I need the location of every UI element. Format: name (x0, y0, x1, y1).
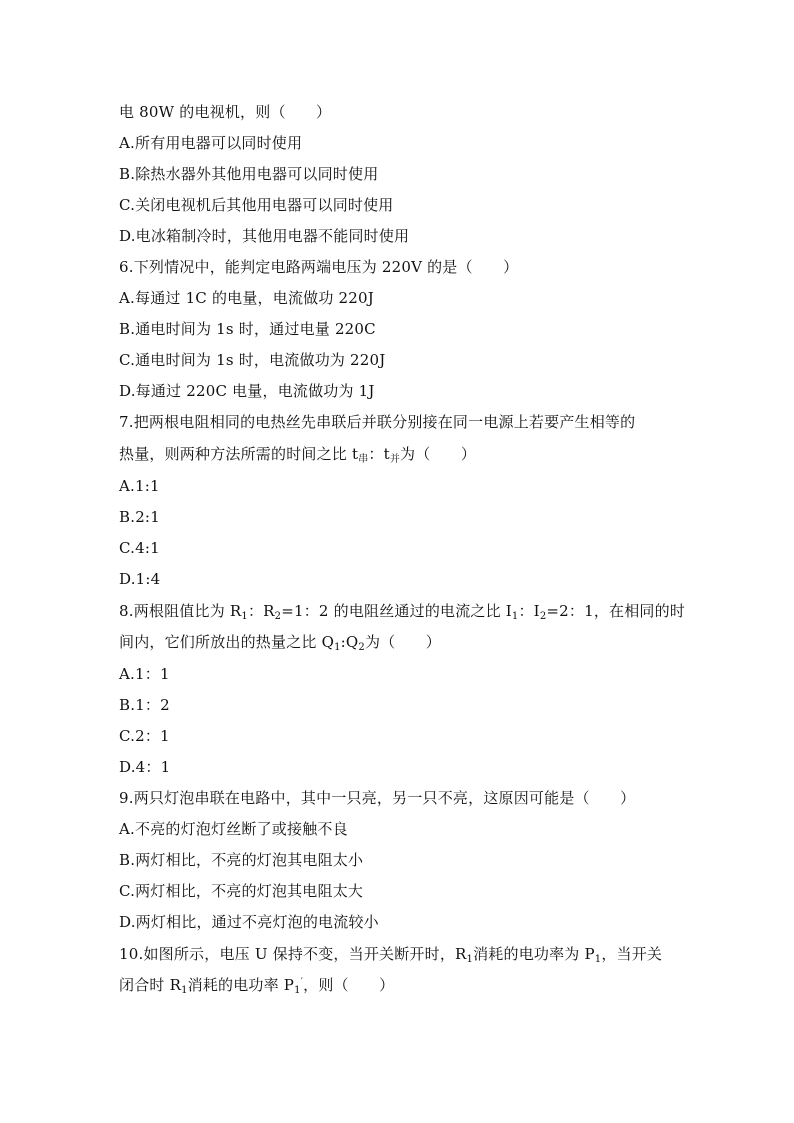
option-b: B.两灯相比，不亮的灯泡其电阻太小 (119, 851, 364, 869)
option-c: C.4:1 (119, 539, 160, 557)
option-d: D.电冰箱制冷时，其他用电器不能同时使用 (119, 227, 410, 245)
question-10: 10.如图所示，电压 U 保持不变，当开关断开时，$R_1$消耗的电功率为 $P_1$，当开关 (119, 945, 663, 965)
question-8-line-2: 间内，它们所放出的热量之比 $Q_1:Q_2$为（ ） (119, 633, 441, 653)
option-a: A.每通过 1C 的电量，电流做功 220J (119, 289, 374, 307)
option-b: B.1：2 (119, 696, 170, 714)
text-line: 电 80W 的电视机，则（ ） (119, 103, 332, 121)
option-c: C.通电时间为 1s 时，电流做功为 220J (119, 351, 386, 369)
question-9: 9.两只灯泡串联在电路中，其中一只亮，另一只不亮，这原因可能是（ ） (119, 789, 636, 807)
option-b: B.除热水器外其他用电器可以同时使用 (119, 165, 379, 183)
option-a: A.1：1 (119, 665, 170, 683)
option-d: D.每通过 220C 电量，电流做功为 1J (119, 382, 375, 400)
option-c: C.关闭电视机后其他用电器可以同时使用 (119, 196, 394, 214)
option-c: C.两灯相比，不亮的灯泡其电阻太大 (119, 882, 364, 900)
option-c: C.2：1 (119, 727, 170, 745)
option-b: B.2:1 (119, 508, 160, 526)
question-10-line-2: 闭合时 $R_1$消耗的电功率 $P_1'$，则（ ） (119, 976, 395, 996)
question-7: 7.把两根电阻相同的电热丝先串联后并联分别接在同一电源上若要产生相等的 (119, 413, 636, 431)
option-d: D.1:4 (119, 570, 161, 588)
option-a: A.不亮的灯泡灯丝断了或接触不良 (119, 820, 348, 838)
option-d: D.两灯相比，通过不亮灯泡的电流较小 (119, 913, 379, 931)
option-b: B.通电时间为 1s 时，通过电量 220C (119, 320, 376, 338)
option-a: A.所有用电器可以同时使用 (119, 134, 303, 152)
option-d: D.4：1 (119, 758, 171, 776)
question-8: 8.两根阻值比为 $R_1$：$R_2=1$：2 的电阻丝通过的电流之比 $I_1$：$I_2=2$：1，在相同的时 (119, 602, 686, 622)
question-7-line-2: 热量，则两种方法所需的时间之比 $t_串$：$t_并$为（ ） (119, 445, 477, 465)
option-a: A.1:1 (119, 477, 160, 495)
question-6: 6.下列情况中，能判定电路两端电压为 220V 的是（ ） (119, 258, 519, 276)
